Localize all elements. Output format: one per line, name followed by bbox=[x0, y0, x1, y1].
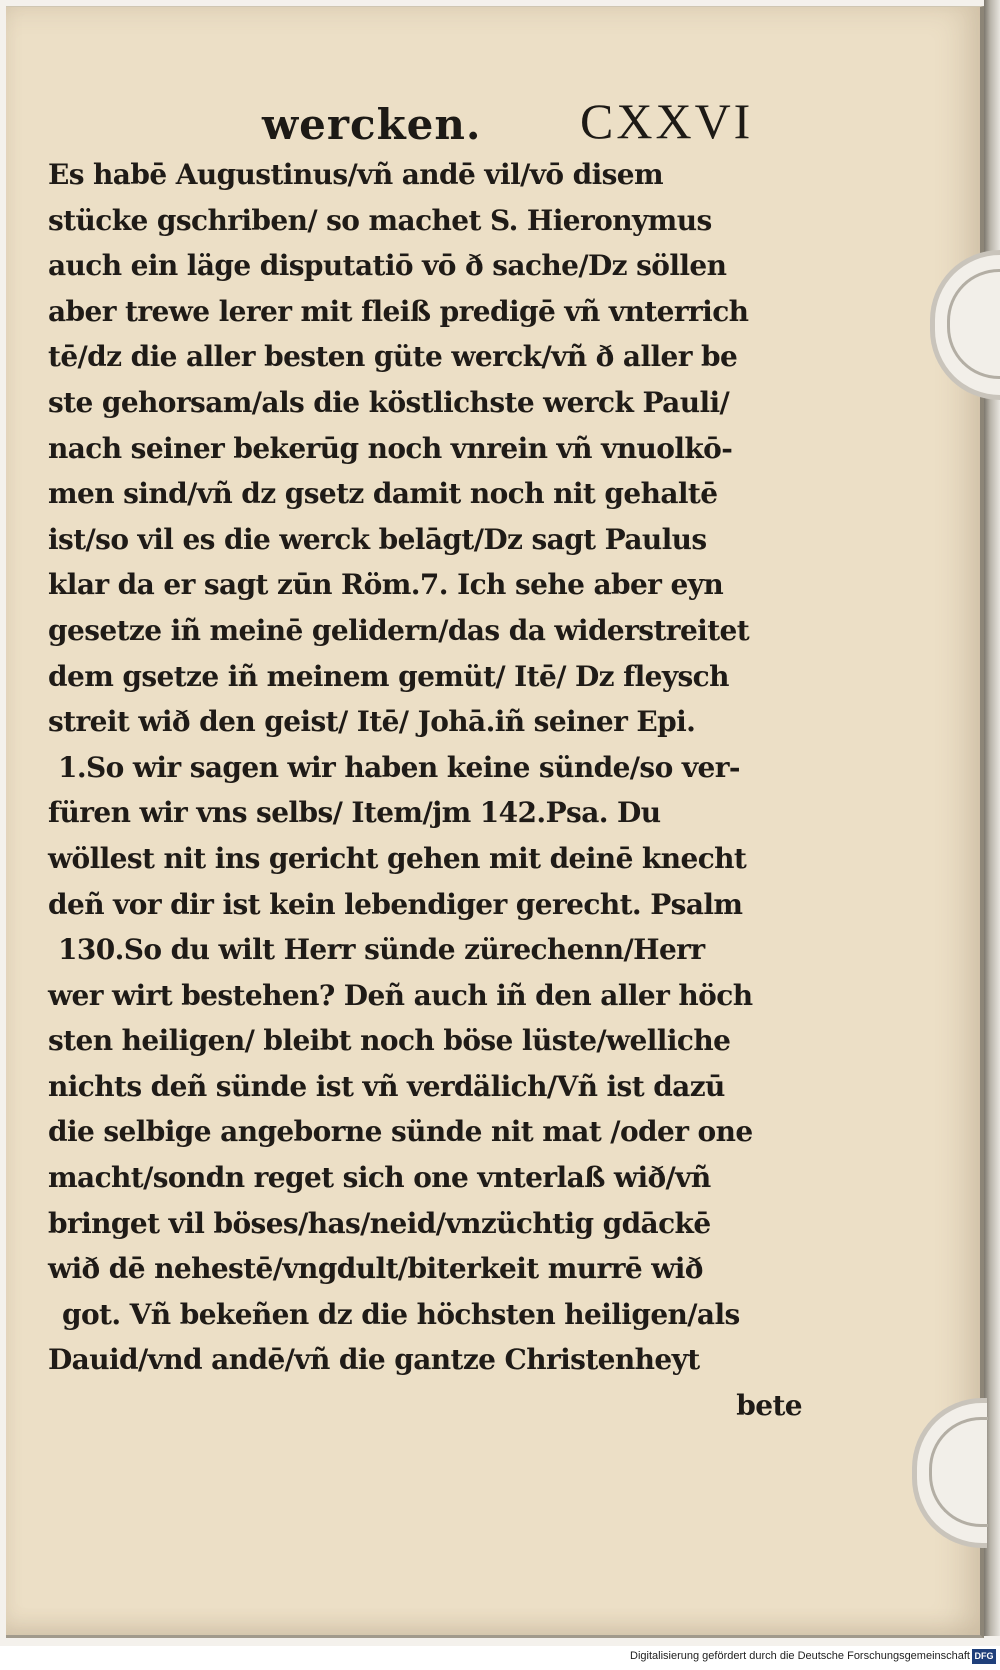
text-line: Es habē Augustinus/vñ andē vil/vō disem bbox=[48, 158, 664, 191]
text-line: macht/sondn reget sich one vnterlaß wið/vñ bbox=[48, 1161, 711, 1195]
text-line: deñ vor dir ist kein lebendiger gerecht. Psalm bbox=[48, 887, 743, 921]
text-block bbox=[48, 152, 808, 1429]
text-line: got. Vñ bekeñen dz die höchsten heiligen/als bbox=[62, 1297, 740, 1331]
text-line: wöllest nit ins gericht gehen mit deinē knecht bbox=[48, 841, 747, 875]
text-line: men sind/vñ dz gsetz damit noch nit gehaltē bbox=[48, 477, 718, 511]
text-line: bringet vil böses/has/neid/vnzüchtig gdāckē bbox=[48, 1206, 711, 1240]
text-line: sten heiligen/ bleibt noch böse lüste/welliche bbox=[48, 1024, 731, 1058]
text-line: stücke gschriben/ so machet S. Hieronymus bbox=[48, 203, 712, 237]
text-line: aber trewe lerer mit fleiß predigē vñ vnterrich bbox=[48, 294, 749, 328]
folio-number: CXXVI bbox=[580, 93, 754, 149]
text-line: streit wið den geist/ Itē/ Johā.iñ seiner Epi. bbox=[48, 705, 696, 739]
text-line: ist/so vil es die werck belāgt/Dz sagt Paulus bbox=[48, 522, 707, 556]
text-line: auch ein läge disputatiō vō ð sache/Dz söllen bbox=[48, 249, 727, 283]
text-line: 1.So wir sagen wir haben keine sünde/so ver- bbox=[58, 750, 740, 784]
text-line: ste gehorsam/als die köstlichste werck Pauli/ bbox=[48, 385, 730, 419]
running-head: wercken. bbox=[262, 100, 482, 149]
text-line: klar da er sagt zūn Röm.7. Ich sehe aber eyn bbox=[48, 568, 724, 602]
text-line: wer wirt bestehen? Deñ auch iñ den aller höch bbox=[48, 978, 753, 1012]
text-line: gesetze iñ meinē gelidern/das da widerstreitet bbox=[48, 613, 750, 647]
text-line: dem gsetze iñ meinem gemüt/ Itē/ Dz fleysch bbox=[48, 659, 729, 693]
page-header bbox=[0, 92, 1000, 152]
footer-bar bbox=[0, 1646, 1000, 1670]
text-line: füren wir vns selbs/ Item/jm 142.Psa. Du bbox=[48, 796, 661, 830]
text-line: Dauid/vnd andē/vñ die gantze Christenheyt bbox=[48, 1343, 700, 1377]
text-line: tē/dz die aller besten güte werck/vñ ð aller be bbox=[48, 340, 738, 374]
book-edge bbox=[984, 0, 1000, 1636]
text-line: wið dē nehestē/vngdult/biterkeit murrē wið bbox=[48, 1252, 703, 1286]
text-line: 130.So du wilt Herr sünde zürechenn/Herr bbox=[58, 933, 705, 967]
dfg-logo-icon: DFG bbox=[972, 1649, 996, 1664]
text-line: die selbige angeborne sünde nit mat /oder one bbox=[48, 1115, 753, 1149]
funding-credit: Digitalisierung gefördert durch die Deutsche Forschungsgemeinschaft bbox=[630, 1650, 970, 1662]
catchword: bete bbox=[736, 1389, 802, 1423]
text-line: nichts deñ sünde ist vñ verdälich/Vñ ist dazū bbox=[48, 1069, 725, 1103]
text-line: nach seiner bekerūg noch vnrein vñ vnuolkō- bbox=[48, 431, 733, 465]
